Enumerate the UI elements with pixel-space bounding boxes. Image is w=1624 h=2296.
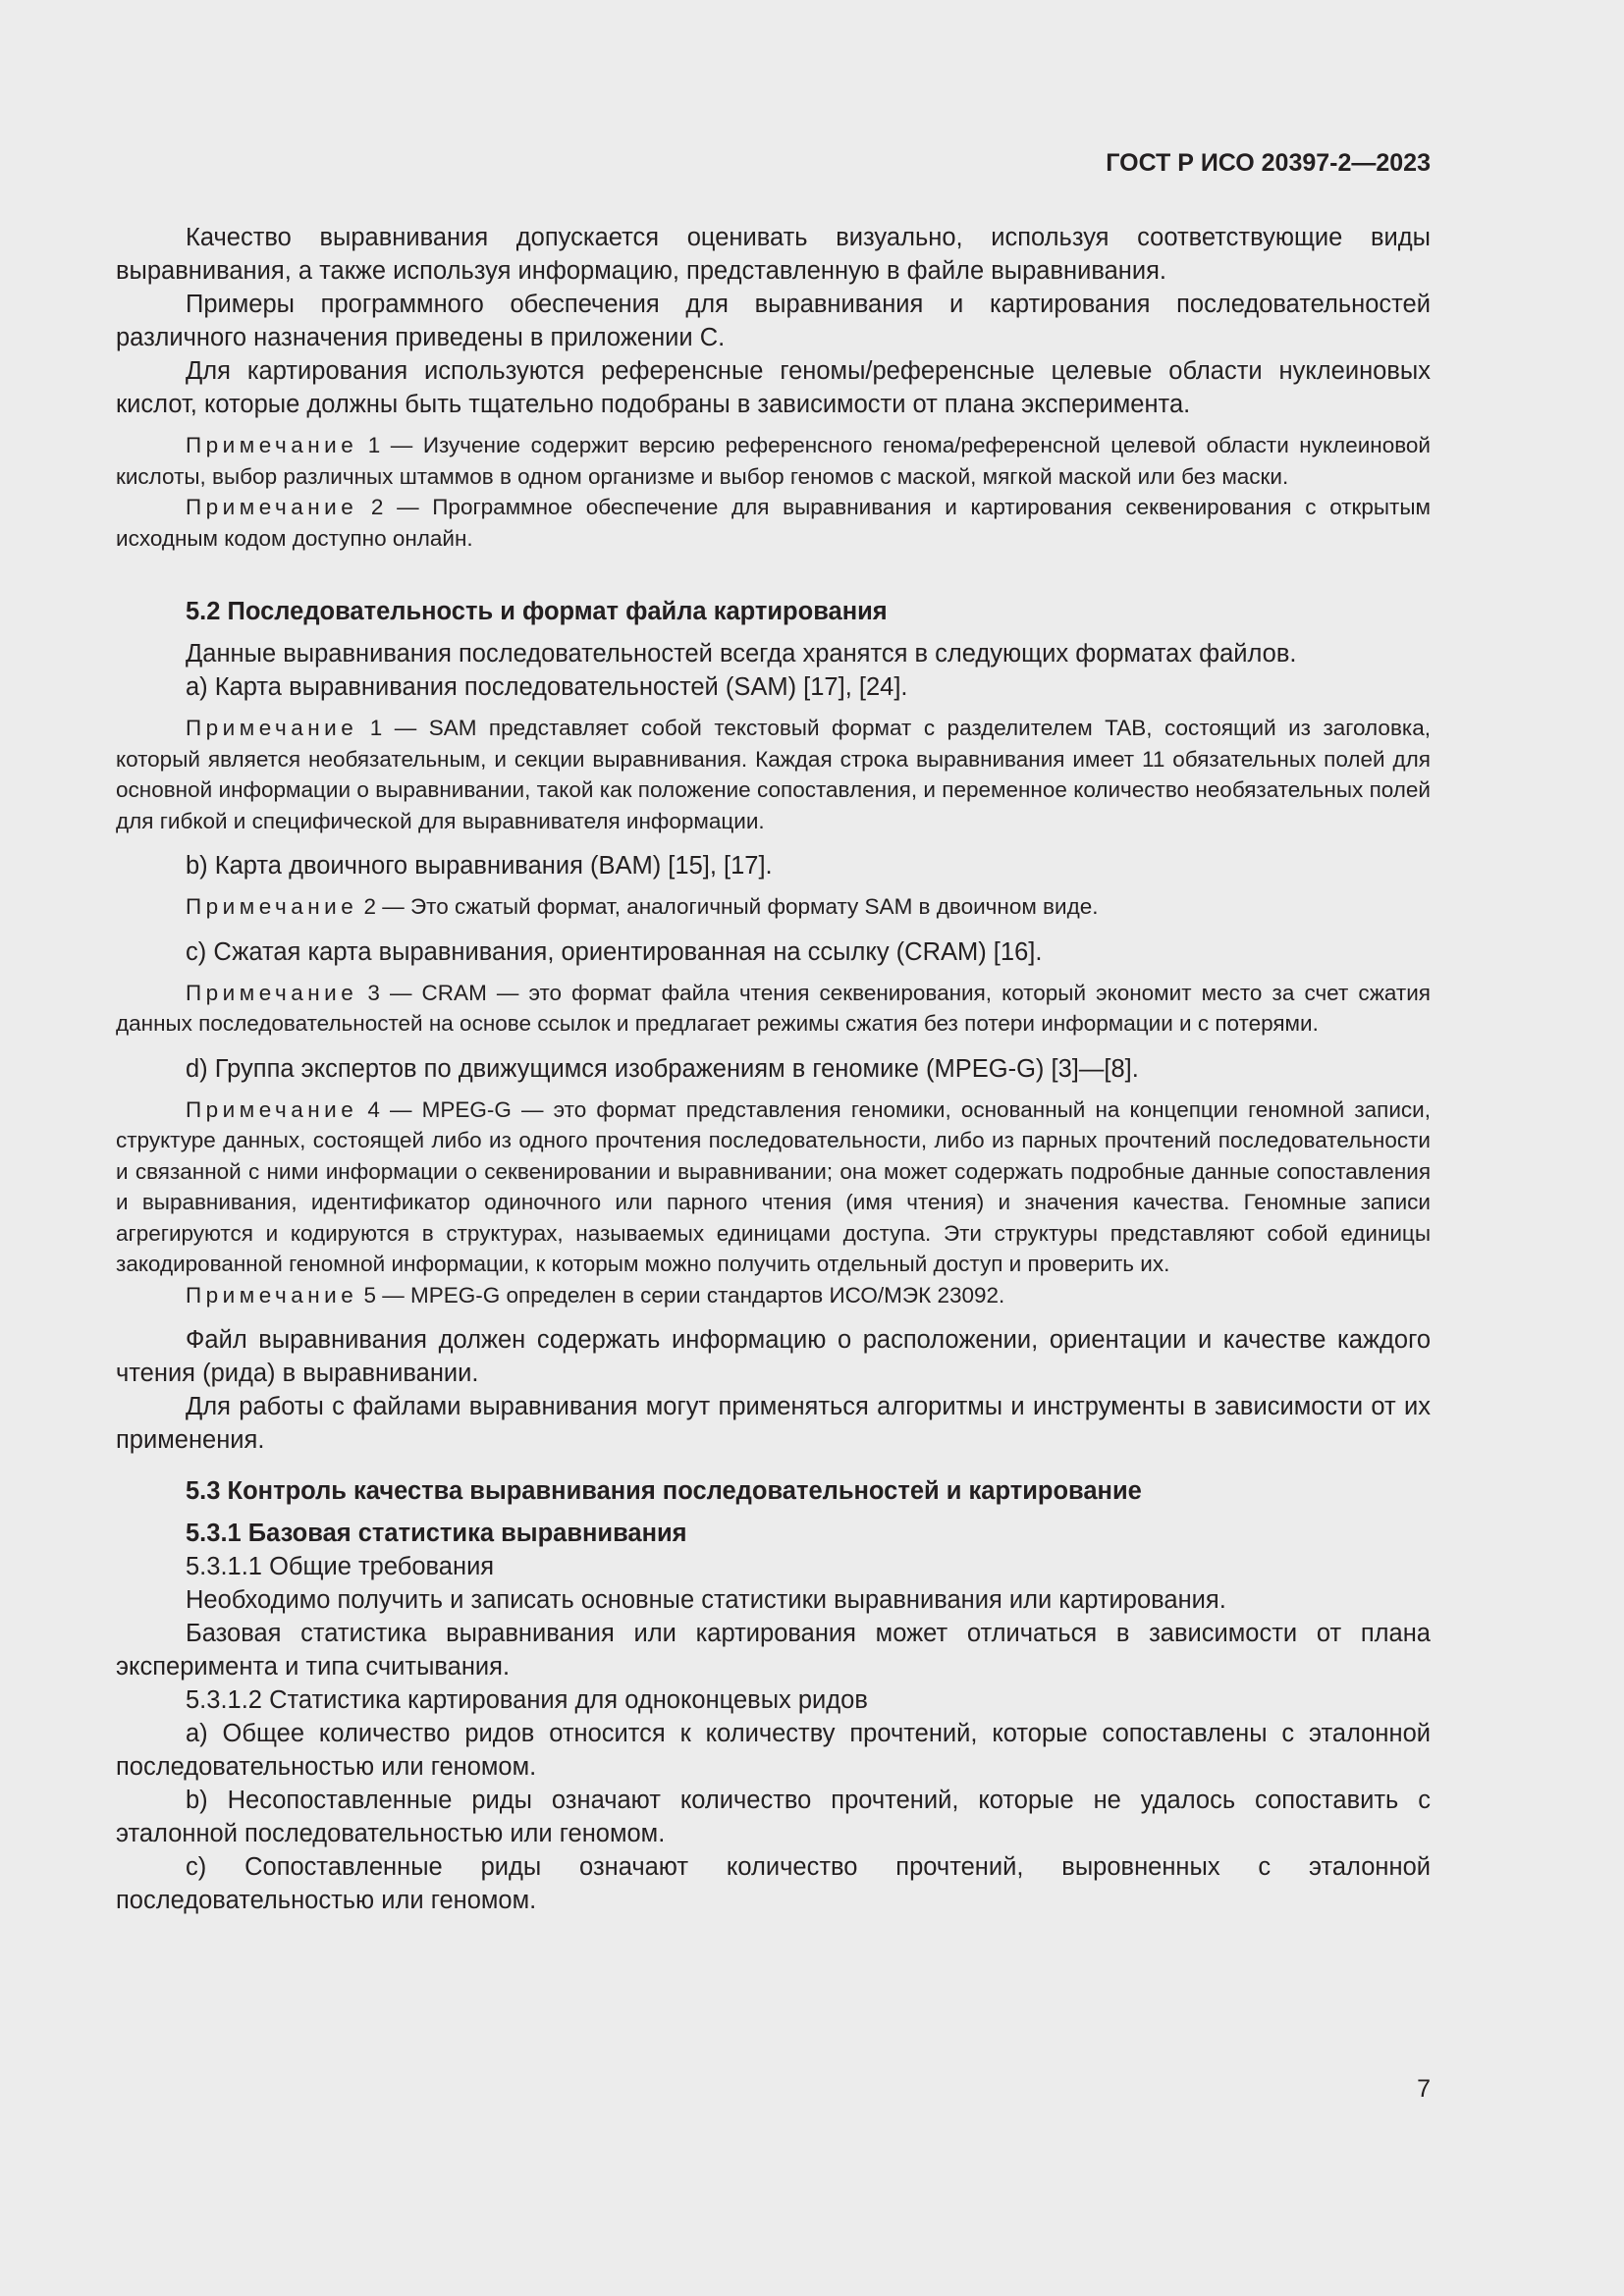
paragraph: Базовая статистика выравнивания или картирования может отличаться в зависимости от плана эксперимента и типа считывания. (116, 1620, 1431, 1681)
list-item: b) Карта двоичного выравнивания (BAM) [15], [17]. (186, 852, 773, 880)
note-label: Примечание (186, 1096, 358, 1122)
note-text: 2 — Это сжатый формат, аналогичный формату SAM в двоичном виде. (357, 894, 1099, 919)
note-label: Примечание (186, 980, 358, 1005)
paragraph: Данные выравнивания последовательностей всегда хранятся в следующих форматах файлов. (186, 640, 1297, 667)
list-item: a) Карта выравнивания последовательностей (SAM) [17], [24]. (186, 673, 908, 701)
section-heading: 5.3 Контроль качества выравнивания последовательностей и картирование (186, 1477, 1142, 1505)
list-item: b) Несопоставленные риды означают количество прочтений, которые не удалось сопоставить с эталонной последовательностью или геномом. (116, 1787, 1431, 1847)
paragraph: Для картирования используются референсные геномы/референсные целевые области нуклеиновых кислот, которые должны быть тщательно подобраны в зависимости от плана эксперимента. (116, 357, 1431, 418)
note-label: Примечание (186, 433, 358, 457)
note-text: 2 — Программное обеспечение для выравнивания и картирования секвенирования с открытым исходным кодом доступно онлайн. (116, 495, 1431, 551)
list-item: d) Группа экспертов по движущимся изображениям в геномике (MPEG-G) [3]—[8]. (186, 1054, 1139, 1083)
list-item: a) Общее количество ридов относится к количеству прочтений, которые сопоставлены с эталонной последовательностью или геномом. (116, 1720, 1431, 1781)
note (116, 1095, 1431, 1280)
note (116, 978, 1431, 1040)
paragraph: Качество выравнивания допускается оценивать визуально, используя соответствующие виды выравнивания, а также используя информацию, представленную в файле выравнивания. (116, 224, 1431, 285)
page-number: 7 (1417, 2075, 1431, 2103)
note-label: Примечание (186, 1282, 358, 1308)
paragraph: Для работы с файлами выравнивания могут применяться алгоритмы и инструменты в зависимости от их применения. (116, 1393, 1431, 1454)
note-label: Примечание (186, 716, 358, 740)
paragraph: Файл выравнивания должен содержать информацию о расположении, ориентации и качестве каждого чтения (рида) в выравнивании. (116, 1326, 1431, 1387)
list-item: c) Сопоставленные риды означают количество прочтений, выровненных с эталонной последовательностью или геномом. (116, 1853, 1431, 1914)
note-label: Примечание (186, 495, 358, 519)
note-text: 1 — Изучение содержит версию референсного генома/референсной целевой области нуклеиновой кислоты, выбор различных штаммов в одном организме и выбор геномов с маской, мягкой маской или без маски. (116, 433, 1431, 489)
subsubsection-heading: 5.3.1.1 Общие требования (186, 1553, 495, 1580)
note-text: 4 — MPEG-G — это формат представления геномики, основанный на концепции геномной записи, структуре данных, состоящей либо из одного прочтения последовательности, либо из парных прочтений последовательности и связанной с ними информации о секвенировании и выравнивании; она может содержать подробные данные сопоставления и выравнивания, идентификатор одиночного или парного чтения (имя чтения) и значения качества. Геномные записи агрегируются и кодируются в структурах, называемых единицами доступа. Эти структуры представляют собой единицы закодированной геномной информации, к которым можно получить отдельный доступ и проверить их. (116, 1096, 1431, 1276)
page-body (116, 221, 1431, 1917)
note (116, 1280, 1431, 1311)
document-id: ГОСТ Р ИСО 20397-2—2023 (1106, 149, 1431, 177)
note (116, 713, 1431, 836)
section-heading: 5.2 Последовательность и формат файла картирования (186, 598, 888, 625)
list-item: c) Сжатая карта выравнивания, ориентированная на ссылку (CRAM) [16]. (186, 937, 1043, 966)
note (116, 891, 1431, 923)
note (116, 430, 1431, 492)
subsection-heading: 5.3.1 Базовая статистика выравнивания (186, 1520, 687, 1547)
note-text: 1 — SAM представляет собой текстовый формат с разделителем TAB, состоящий из заголовка, который является необязательным, и секции выравнивания. Каждая строка выравнивания имеет 11 обязательных полей для основной информации о выравнивании, такой как положение сопоставления, и переменное количество необязательных полей для гибкой и специфической для выравнивателя информации. (116, 716, 1431, 833)
note (116, 492, 1431, 554)
subsubsection-heading: 5.3.1.2 Статистика картирования для одноконцевых ридов (186, 1686, 868, 1714)
note-text: 5 — MPEG-G определен в серии стандартов ИСО/МЭК 23092. (357, 1282, 1005, 1308)
paragraph: Примеры программного обеспечения для выравнивания и картирования последовательностей различного назначения приведены в приложении С. (116, 291, 1431, 351)
paragraph: Необходимо получить и записать основные статистики выравнивания или картирования. (186, 1586, 1226, 1614)
note-text: 3 — CRAM — это формат файла чтения секвенирования, который экономит место за счет сжатия данных последовательностей на основе ссылок и предлагает режимы сжатия без потери информации и с потерями. (116, 980, 1431, 1036)
note-label: Примечание (186, 894, 358, 919)
